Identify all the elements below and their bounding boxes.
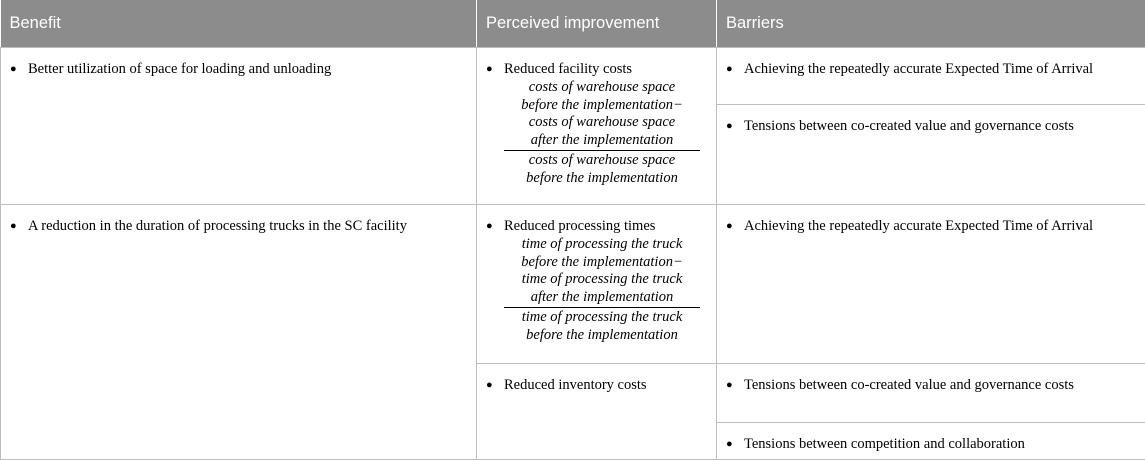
list-item <box>486 217 707 235</box>
barrier-text: Achieving the repeatedly accurate Expected Time of Arrival <box>744 217 1093 235</box>
improvement-cell <box>477 205 717 364</box>
benefit-text: A reduction in the duration of processing trucks in the SC facility <box>28 217 407 235</box>
barrier-cell <box>717 105 1145 205</box>
list-item <box>10 60 467 78</box>
table-row <box>1 205 1145 364</box>
improvement-text: Reduced inventory costs <box>504 376 647 394</box>
formula-fraction <box>504 79 700 187</box>
bullet-icon: ● <box>726 117 744 135</box>
formula-numerator <box>504 79 700 151</box>
formula-denominator <box>504 308 700 344</box>
formula-line: costs of warehouse space <box>504 152 700 170</box>
list-item <box>486 60 707 78</box>
list-item <box>726 60 1136 78</box>
barrier-text: Tensions between co-created value and governance costs <box>744 117 1074 135</box>
barrier-cell <box>717 364 1145 423</box>
formula-numerator <box>504 236 700 308</box>
bullet-icon: ● <box>726 376 744 394</box>
formula-denominator <box>504 151 700 187</box>
table-row <box>1 48 1145 105</box>
barrier-cell <box>717 48 1145 105</box>
bullet-icon: ● <box>726 217 744 235</box>
improvement-text: Reduced processing times <box>504 217 655 235</box>
list-item <box>726 435 1136 453</box>
header-perceived-improvement: Perceived improvement <box>477 0 717 48</box>
formula-line: costs of warehouse space <box>504 114 700 132</box>
list-item <box>486 376 707 394</box>
bullet-icon: ● <box>726 435 744 453</box>
formula-line: before the implementation− <box>504 97 700 115</box>
bullet-icon: ● <box>486 217 504 235</box>
barrier-text: Tensions between competition and collaboration <box>744 435 1025 453</box>
bullet-icon: ● <box>486 376 504 394</box>
formula-line: before the implementation− <box>504 254 700 272</box>
benefit-cell <box>1 48 477 205</box>
bullet-icon: ● <box>10 60 28 78</box>
benefit-text: Better utilization of space for loading and unloading <box>28 60 331 78</box>
improvement-text: Reduced facility costs <box>504 60 632 78</box>
formula-line: after the implementation <box>504 132 700 150</box>
improvement-cell <box>477 48 717 205</box>
header-benefit: Benefit <box>1 0 477 48</box>
list-item <box>726 217 1136 235</box>
bullet-icon: ● <box>726 60 744 78</box>
list-item <box>726 117 1136 135</box>
bullet-icon: ● <box>486 60 504 78</box>
formula-line: costs of warehouse space <box>504 79 700 97</box>
list-item <box>10 217 467 235</box>
barrier-cell <box>717 205 1145 364</box>
bullet-icon: ● <box>10 217 28 235</box>
formula-line: time of processing the truck <box>504 236 700 254</box>
formula-line: time of processing the truck <box>504 309 700 327</box>
barrier-text: Achieving the repeatedly accurate Expected Time of Arrival <box>744 60 1093 78</box>
barrier-text: Tensions between co-created value and governance costs <box>744 376 1074 394</box>
formula-line: time of processing the truck <box>504 271 700 289</box>
formula-line: before the implementation <box>504 327 700 345</box>
header-row <box>1 0 1145 48</box>
header-barriers: Barriers <box>717 0 1145 48</box>
formula-line: after the implementation <box>504 289 700 307</box>
benefit-cell <box>1 205 477 460</box>
formula-line: before the implementation <box>504 170 700 188</box>
list-item <box>726 376 1136 394</box>
formula-fraction <box>504 236 700 344</box>
barrier-cell <box>717 423 1145 460</box>
improvement-cell <box>477 364 717 460</box>
